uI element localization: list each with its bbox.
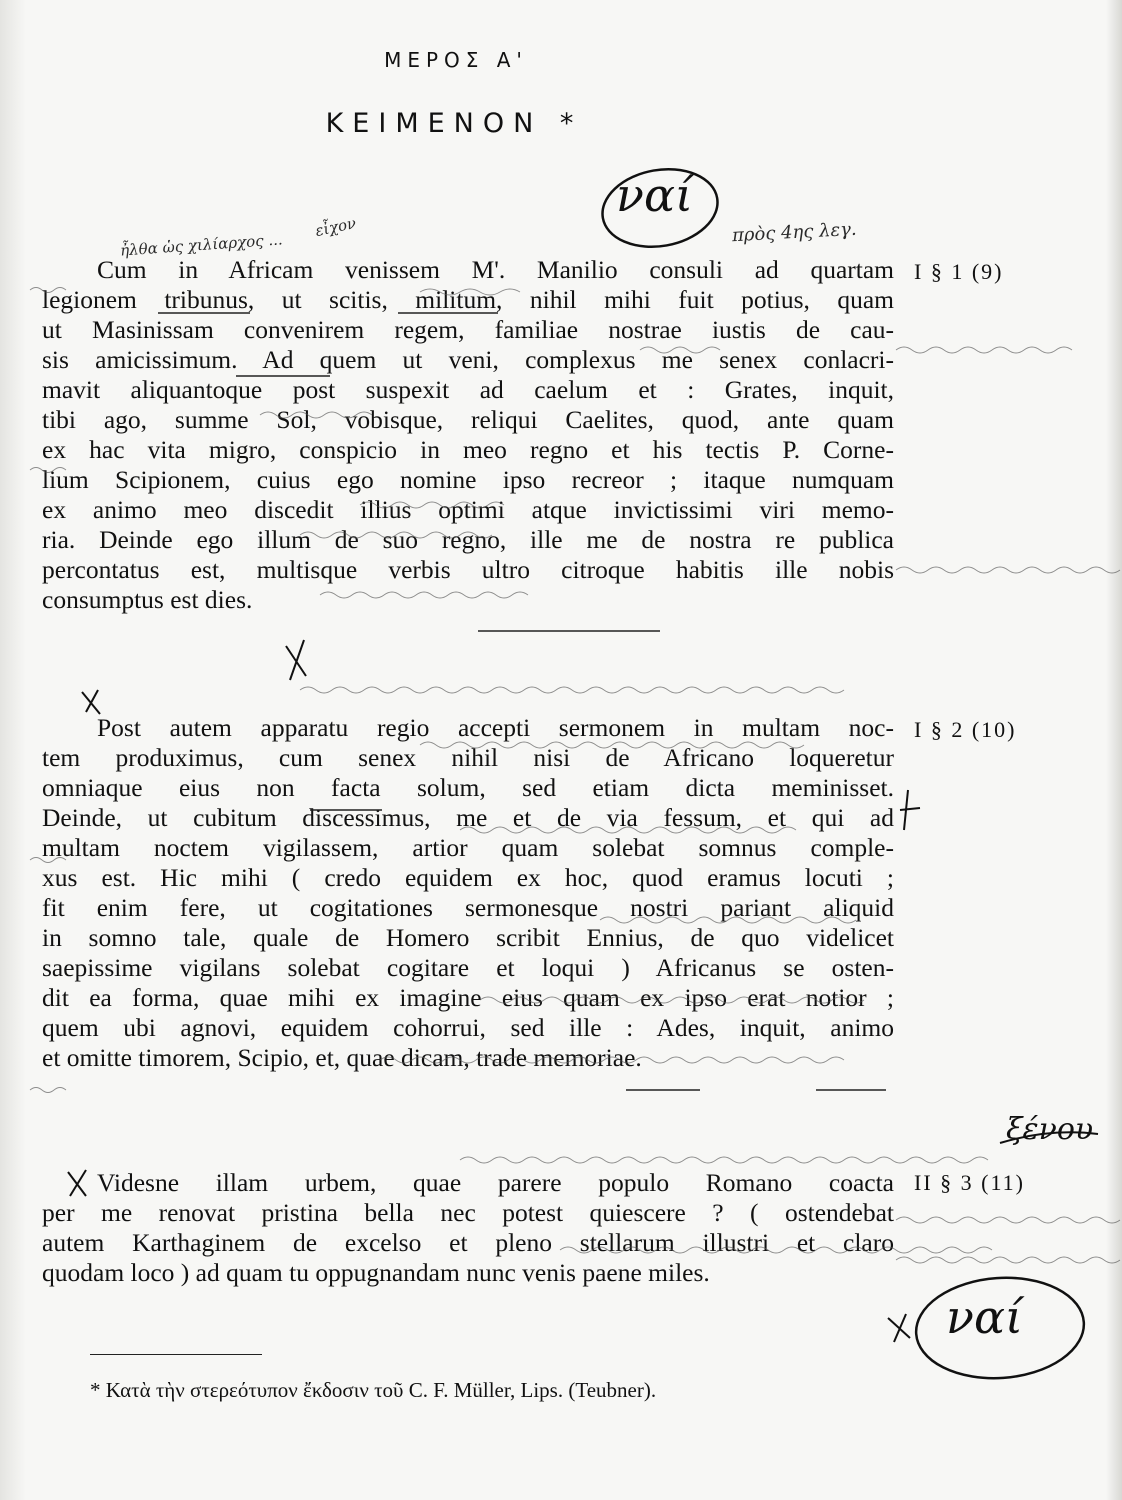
- text-line: ut Masinissam convenirem regem, familiae nostrae iustis de cau-: [42, 315, 894, 344]
- text-line: ex animo meo discedit illius optimi atque invictissimi viri memo-: [42, 495, 894, 524]
- footnote: * Κατὰ τὴν στερεότυπον ἔκδοσιν τοῦ C. F. Müller, Lips. (Teubner).: [90, 1378, 657, 1402]
- scribble-line: [420, 289, 520, 295]
- section-ref-1: I § 1 (9): [914, 259, 1004, 284]
- scribble-line: [896, 567, 1120, 573]
- cross-mark-2: [82, 690, 100, 714]
- scribble-line: [260, 412, 372, 418]
- scribble-line: [300, 532, 492, 538]
- text-line: percontatus est, multisque verbis ultro citroque habitis ille nobis: [42, 555, 894, 584]
- scribble-line: [460, 1157, 988, 1163]
- text-line: lium Scipionem, cuius ego nomine ipso recreor ; itaque numquam: [42, 465, 894, 494]
- text-line: tem produximus, cum senex nihil nisi de Africano loqueretur: [42, 743, 894, 772]
- scribble-line: [360, 502, 504, 508]
- text-line: mavit aliquantoque post suspexit ad caelum et : Grates, inquit,: [42, 375, 894, 404]
- scribble-line: [30, 288, 66, 293]
- text-line: per me renovat pristina bella nec potest quiescere ? ( ostendebat: [42, 1198, 894, 1227]
- text-line: Deinde, ut cubitum discessimus, me et de via fessum, et qui ad: [42, 803, 894, 832]
- text-line: et omitte timorem, Scipio, et, quae dicam, trade memoriae.: [42, 1043, 642, 1072]
- scribble-line: [460, 827, 796, 833]
- text-line: consumptus est dies.: [42, 585, 253, 614]
- scribble-line: [896, 1217, 1120, 1223]
- text-line: in somno tale, quale de Homero scribit Ennius, de quo videlicet: [42, 923, 894, 952]
- handwritten-nai-top: ναί: [616, 168, 694, 222]
- text-line: autem Karthaginem de excelso et pleno stellarum illustri et claro: [42, 1228, 894, 1257]
- part-heading: ΜΕΡΟΣ Α': [384, 48, 528, 72]
- underline-xenos: [1000, 1132, 1098, 1143]
- text-line: omniaque eius non facta solum, sed etiam dicta meminisset.: [42, 773, 894, 802]
- scribble-line: [30, 858, 66, 863]
- scribble-line: [300, 687, 844, 693]
- bracket-mark: [900, 790, 920, 830]
- scribble-line: [560, 1247, 992, 1253]
- scribble-line: [30, 468, 66, 473]
- cross-mark-4: [888, 1314, 910, 1342]
- text-line: tibi ago, summe Sol, vobisque, reliqui Caelites, quod, ante quam: [42, 405, 894, 434]
- text-line: ria. Deinde ego illum de suo regno, ille me de nostra re publica: [42, 525, 894, 554]
- handwritten-eicha: εἶχον: [313, 213, 358, 241]
- circle-mark-bottom: [913, 1272, 1088, 1383]
- scribble-line: [30, 1088, 66, 1093]
- text-line: Cum in Africam venissem M'. Manilio consuli ad quartam: [97, 255, 894, 284]
- text-line: ex hac vita migro, conspicio in meo regno et his tectis P. Corne-: [42, 435, 894, 464]
- interlinear-scribbles: [30, 288, 1120, 1264]
- circle-mark-top: [596, 161, 723, 256]
- text-line: saepissime vigilans solebat cogitare et loqui ) Africanus se osten-: [42, 953, 894, 982]
- text-line: quodam loco ) ad quam tu oppugnandam nunc venis paene miles.: [42, 1258, 710, 1287]
- text-line: dit ea forma, quae mihi ex imagine eius quam ex ipso erat notior ;: [42, 983, 894, 1012]
- scribble-line: [480, 997, 864, 1003]
- text-line: Post autem apparatu regio accepti sermonem in multam noc-: [97, 713, 894, 742]
- text-line: sis amicissimum. Ad quem ut veni, complexus me senex conlacri-: [42, 345, 894, 374]
- handwritten-top-right-note: πρὸς 4ης λεγ.: [731, 218, 858, 247]
- scribble-line: [896, 1257, 1120, 1263]
- text-line: legionem tribunus, ut scitis, militum, nihil mihi fuit potius, quam: [42, 285, 894, 314]
- scribble-line: [640, 347, 720, 353]
- scribble-line: [380, 1057, 844, 1063]
- handwritten-nai-bottom: ναί: [946, 1290, 1024, 1344]
- text-line: xus est. Hic mihi ( credo equidem ex hoc, quod eramus locuti ;: [42, 863, 894, 892]
- section-ref-2: I § 2 (10): [914, 717, 1017, 742]
- scribble-line: [600, 917, 856, 923]
- cross-mark-1: [286, 640, 306, 680]
- cross-mark-3: [68, 1170, 86, 1196]
- section-ref-3: II § 3 (11): [914, 1170, 1025, 1195]
- scribble-line: [320, 592, 528, 598]
- text-line: Videsne illam urbem, quae parere populo Romano coacta: [97, 1168, 894, 1197]
- scribble-line: [896, 347, 1072, 353]
- handwritten-top-note: ἦλθα ὡς χιλίαρχος ...: [119, 230, 284, 260]
- scribble-line: [420, 742, 804, 748]
- handwritten-xenos: ξένου: [1006, 1112, 1094, 1147]
- text-line: fit enim fere, ut cogitationes sermonesque nostri pariant aliquid: [42, 893, 894, 922]
- page-title: ΚΕΙΜΕΝΟΝ *: [325, 108, 583, 139]
- text-line: quem ubi agnovi, equidem cohorrui, sed ille : Ades, inquit, animo: [42, 1013, 894, 1042]
- text-line: multam noctem vigilassem, artior quam solebat somnus comple-: [42, 833, 894, 862]
